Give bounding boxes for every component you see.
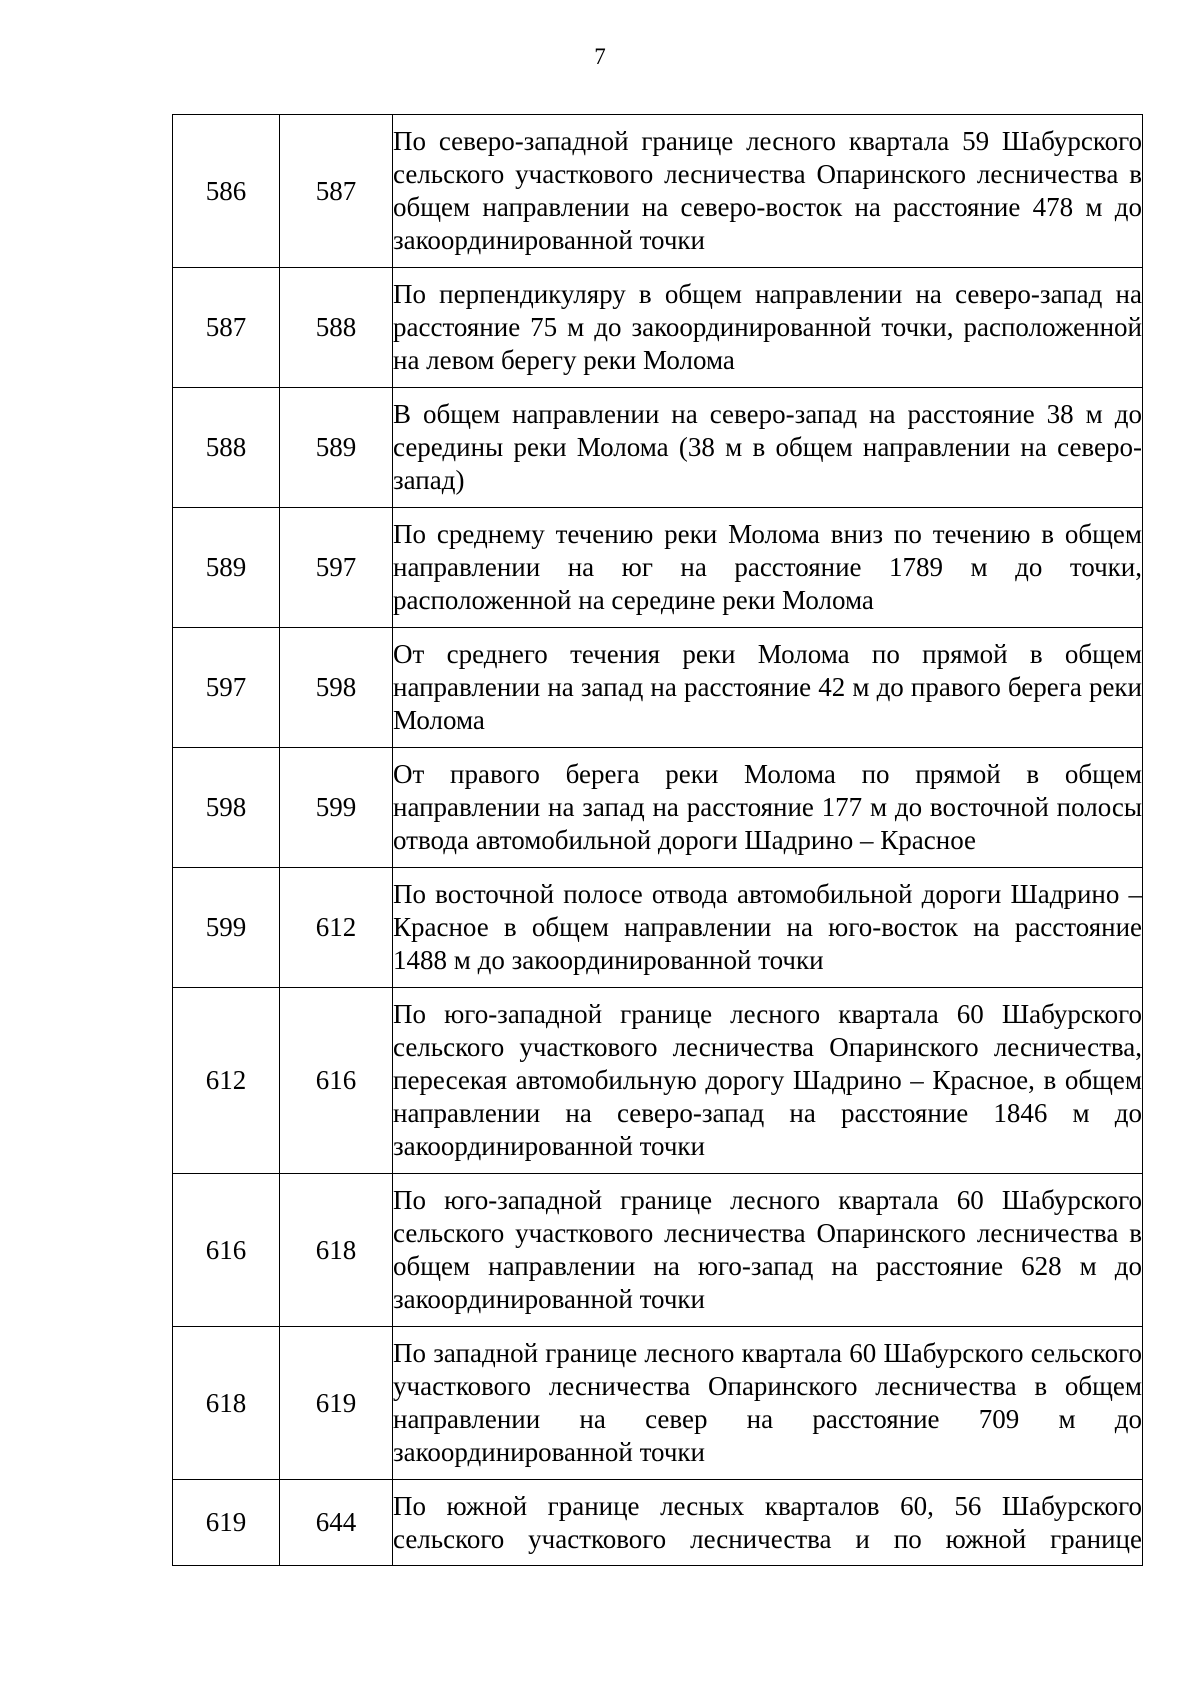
boundary-table: [172, 114, 1143, 1566]
table-row: [173, 1174, 1143, 1327]
point-from: 588: [173, 388, 280, 508]
point-from: 616: [173, 1174, 280, 1327]
point-to: 588: [280, 268, 393, 388]
point-from: 589: [173, 508, 280, 628]
table-row: [173, 748, 1143, 868]
point-to: 587: [280, 115, 393, 268]
route-description: По перпендикуляру в общем направлении на северо-запад на расстояние 75 м до закоординированной точки, расположенной на левом берегу реки Молома: [393, 268, 1143, 388]
point-from: 587: [173, 268, 280, 388]
point-to: 612: [280, 868, 393, 988]
point-from: 598: [173, 748, 280, 868]
route-description: В общем направлении на северо-запад на расстояние 38 м до середины реки Молома (38 м в общем направлении на северо-запад): [393, 388, 1143, 508]
route-description: По северо-западной границе лесного квартала 59 Шабурского сельского участкового лесничества Опаринского лесничества в общем направлении на северо-восток на расстояние 478 м до закоординированной точки: [393, 115, 1143, 268]
point-from: 619: [173, 1480, 280, 1566]
point-to: 616: [280, 988, 393, 1174]
table-row: [173, 1480, 1143, 1566]
table-row: [173, 628, 1143, 748]
point-to: 618: [280, 1174, 393, 1327]
point-to: 597: [280, 508, 393, 628]
table-row: [173, 988, 1143, 1174]
point-from: 599: [173, 868, 280, 988]
point-to: 599: [280, 748, 393, 868]
table-row: [173, 1327, 1143, 1480]
point-to: 619: [280, 1327, 393, 1480]
route-description: По восточной полосе отвода автомобильной дороги Шадрино – Красное в общем направлении на юго-восток на расстояние 1488 м до закоординированной точки: [393, 868, 1143, 988]
table-row: [173, 268, 1143, 388]
point-from: 618: [173, 1327, 280, 1480]
table-row: [173, 115, 1143, 268]
table-row: [173, 508, 1143, 628]
table-row: [173, 388, 1143, 508]
route-description: От среднего течения реки Молома по прямой в общем направлении на запад на расстояние 42 м до правого берега реки Молома: [393, 628, 1143, 748]
point-from: 597: [173, 628, 280, 748]
point-from: 612: [173, 988, 280, 1174]
point-from: 586: [173, 115, 280, 268]
route-description: По юго-западной границе лесного квартала 60 Шабурского сельского участкового лесничества Опаринского лесничества, пересекая автомобильную дорогу Шадрино – Красное, в общем направлении на северо-запад на расстояние 1846 м до закоординированной точки: [393, 988, 1143, 1174]
page-number: 7: [594, 44, 606, 69]
route-description: По западной границе лесного квартала 60 Шабурского сельского участкового лесничества Опаринского лесничества в общем направлении на север на расстояние 709 м до закоординированной точки: [393, 1327, 1143, 1480]
route-description: По южной границе лесных кварталов 60, 56 Шабурского сельского участкового лесничества и по южной границе: [393, 1480, 1143, 1566]
point-to: 589: [280, 388, 393, 508]
route-description: По юго-западной границе лесного квартала 60 Шабурского сельского участкового лесничества Опаринского лесничества в общем направлении на юго-запад на расстояние 628 м до закоординированной точки: [393, 1174, 1143, 1327]
point-to: 598: [280, 628, 393, 748]
route-description: По среднему течению реки Молома вниз по течению в общем направлении на юг на расстояние 1789 м до точки, расположенной на середине реки Молома: [393, 508, 1143, 628]
table-row: [173, 868, 1143, 988]
point-to: 644: [280, 1480, 393, 1566]
route-description: От правого берега реки Молома по прямой в общем направлении на запад на расстояние 177 м до восточной полосы отвода автомобильной дороги Шадрино – Красное: [393, 748, 1143, 868]
